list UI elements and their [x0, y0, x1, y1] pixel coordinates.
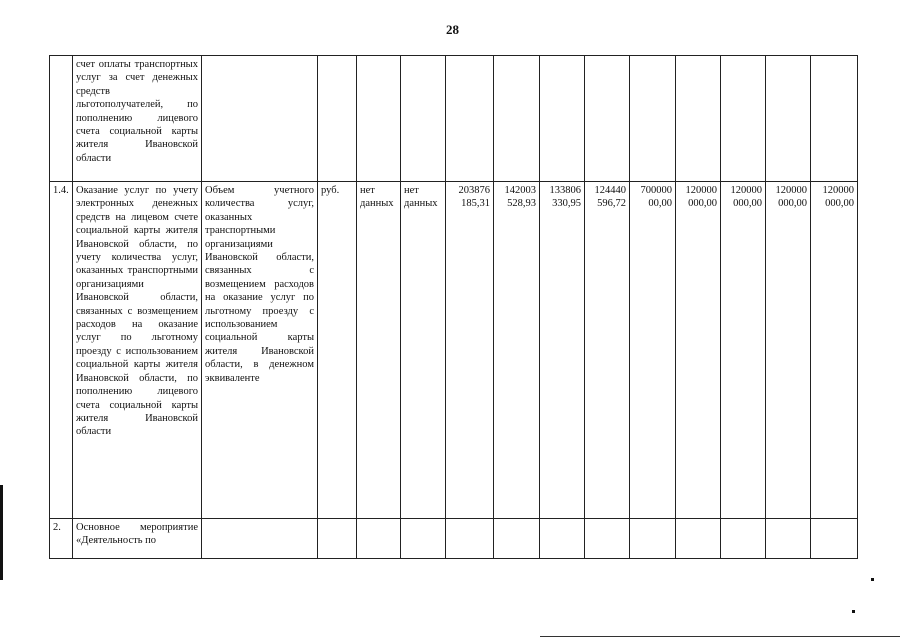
indicator-cell — [202, 519, 318, 559]
value-cell — [401, 519, 446, 559]
value-cell — [357, 56, 401, 182]
value-cell — [401, 56, 446, 182]
value-cell — [676, 56, 721, 182]
value-cell: 120000 000,00 — [766, 182, 811, 519]
value-cell — [540, 519, 585, 559]
indicators-table — [49, 55, 858, 559]
value-cell — [630, 519, 676, 559]
description-cell: Оказание услуг по учету электронных денежных средств на лицевом счете социальной карты жителя Ивановской области, по учету количества услуг, оказанных транспортными организациями Ивановской области, связанных с возмещением расходов на оказание услуг по льготному проезду с использованием социальной карты жителя Ивановской области, по пополнению лицевого счета социальной карты жителя Ивановской области — [73, 182, 202, 519]
value-cell — [721, 519, 766, 559]
value-cell — [494, 56, 540, 182]
value-cell — [811, 519, 858, 559]
value-cell: 700000 00,00 — [630, 182, 676, 519]
value-cell: нет данных — [357, 182, 401, 519]
value-cell: 120000 000,00 — [811, 182, 858, 519]
value-cell: 124440 596,72 — [585, 182, 630, 519]
page-number: 28 — [446, 22, 459, 37]
table-row-1-4 — [50, 182, 858, 519]
value-cell — [585, 519, 630, 559]
value-cell: нет данных — [401, 182, 446, 519]
table-row-2 — [50, 519, 858, 559]
value-cell: 120000 000,00 — [676, 182, 721, 519]
value-cell — [766, 56, 811, 182]
value-cell — [721, 56, 766, 182]
scan-artifact-dot — [852, 610, 855, 613]
value-cell — [811, 56, 858, 182]
row-number-cell: 2. — [50, 519, 73, 559]
table-row-continuation — [50, 56, 858, 182]
scan-artifact-dot — [871, 578, 874, 581]
value-cell: 203876 185,31 — [446, 182, 494, 519]
value-cell — [766, 519, 811, 559]
description-cell: Основное мероприятие «Деятельность по — [73, 519, 202, 559]
indicator-cell: Объем учетного количества услуг, оказанных транспортными организациями Ивановской области, связанных с возмещением расходов на оказание услуг по льготному проезду с использованием социальной карты жителя Ивановской области, в денежном эквиваленте — [202, 182, 318, 519]
unit-cell — [318, 56, 357, 182]
scan-artifact-line — [540, 636, 900, 637]
value-cell — [676, 519, 721, 559]
value-cell: 133806 330,95 — [540, 182, 585, 519]
unit-cell — [318, 519, 357, 559]
value-cell — [357, 519, 401, 559]
value-cell — [540, 56, 585, 182]
value-cell: 142003 528,93 — [494, 182, 540, 519]
value-cell — [446, 56, 494, 182]
scan-artifact-bar — [0, 485, 3, 580]
value-cell — [494, 519, 540, 559]
unit-cell: руб. — [318, 182, 357, 519]
description-cell: счет оплаты транспортных услуг за счет денежных средств льготополучателей, по пополнению лицевого счета социальной карты жителя Ивановской области — [73, 56, 202, 182]
value-cell — [446, 519, 494, 559]
value-cell — [630, 56, 676, 182]
value-cell: 120000 000,00 — [721, 182, 766, 519]
value-cell — [585, 56, 630, 182]
row-number-cell: 1.4. — [50, 182, 73, 519]
row-number-cell — [50, 56, 73, 182]
indicator-cell — [202, 56, 318, 182]
